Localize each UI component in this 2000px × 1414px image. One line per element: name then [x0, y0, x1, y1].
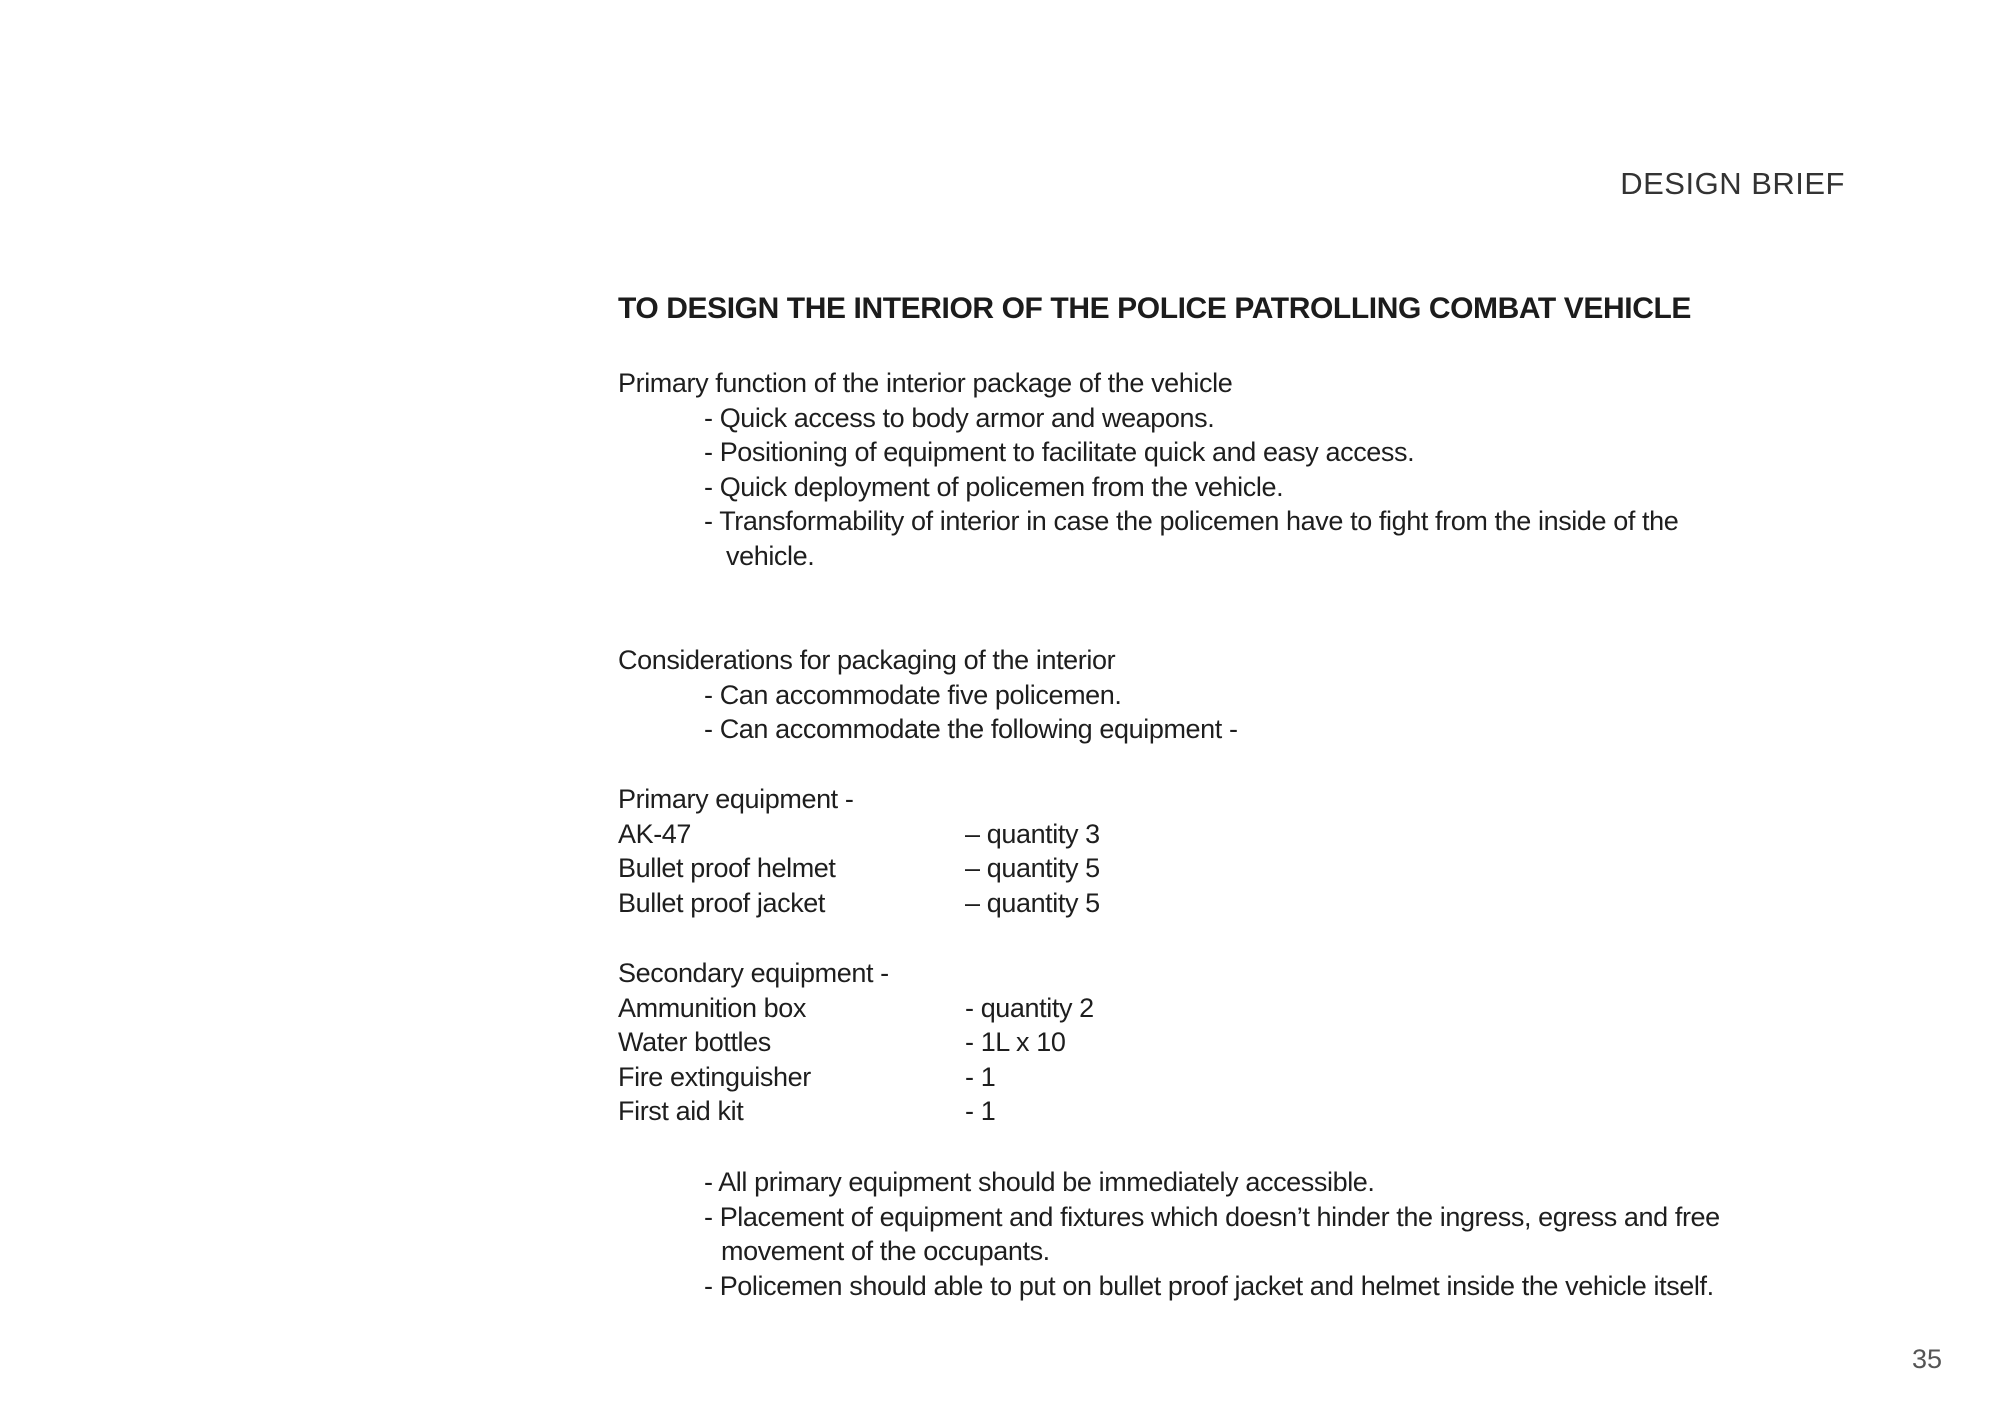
equipment-qty: - quantity 2 — [965, 992, 1094, 1023]
equipment-row — [618, 991, 1918, 1026]
page-title: TO DESIGN THE INTERIOR OF THE POLICE PATROLLING COMBAT VEHICLE — [618, 292, 1691, 325]
equipment-qty: – quantity 5 — [965, 853, 1100, 884]
equipment-row — [618, 851, 1918, 886]
equipment-row — [618, 1060, 1918, 1095]
list-item: - Placement of equipment and fixtures which doesn’t hinder the ingress, egress and free — [704, 1201, 1720, 1232]
list-item-continuation: vehicle. — [726, 540, 815, 571]
equipment-name: Ammunition box — [618, 992, 806, 1023]
list-item: - Can accommodate the following equipment - — [704, 714, 1238, 745]
list-item-continuation: movement of the occupants. — [721, 1236, 1050, 1267]
considerations-section — [618, 643, 1918, 747]
list-item: - Quick deployment of policemen from the vehicle. — [704, 471, 1284, 502]
equipment-qty: - 1 — [965, 1096, 996, 1127]
section-header: DESIGN BRIEF — [1620, 166, 1845, 201]
equipment-row — [618, 817, 1918, 852]
list-item: - Transformability of interior in case the policemen have to fight from the inside of the — [704, 506, 1679, 537]
primary-function-heading: Primary function of the interior package of the vehicle — [618, 368, 1233, 398]
primary-function-section — [618, 366, 1918, 574]
primary-equipment-heading: Primary equipment - — [618, 784, 854, 814]
list-item: - Quick access to body armor and weapons. — [704, 402, 1215, 433]
page-number: 35 — [1911, 1344, 1942, 1374]
equipment-name: First aid kit — [618, 1096, 744, 1127]
secondary-equipment-section — [618, 956, 1918, 1129]
equipment-name: Fire extinguisher — [618, 1061, 811, 1092]
list-item: - All primary equipment should be immediately accessible. — [704, 1167, 1375, 1197]
equipment-qty: – quantity 5 — [965, 887, 1100, 918]
equipment-qty: - 1L x 10 — [965, 1027, 1066, 1058]
equipment-row — [618, 1094, 1918, 1129]
equipment-name: Bullet proof helmet — [618, 853, 836, 884]
equipment-qty: - 1 — [965, 1061, 996, 1092]
equipment-name: AK-47 — [618, 818, 692, 849]
equipment-row — [618, 1025, 1918, 1060]
list-item: - Policemen should able to put on bullet proof jacket and helmet inside the vehicle itself. — [704, 1270, 1714, 1301]
list-item: - Positioning of equipment to facilitate quick and easy access. — [704, 437, 1415, 468]
requirements-section — [618, 1165, 1918, 1303]
secondary-equipment-heading: Secondary equipment - — [618, 958, 889, 988]
equipment-name: Bullet proof jacket — [618, 887, 826, 918]
equipment-qty: – quantity 3 — [965, 818, 1100, 849]
equipment-name: Water bottles — [618, 1027, 771, 1058]
equipment-row — [618, 886, 1918, 921]
considerations-heading: Considerations for packaging of the interior — [618, 645, 1116, 675]
primary-equipment-section — [618, 782, 1918, 920]
list-item: - Can accommodate five policemen. — [704, 679, 1122, 710]
